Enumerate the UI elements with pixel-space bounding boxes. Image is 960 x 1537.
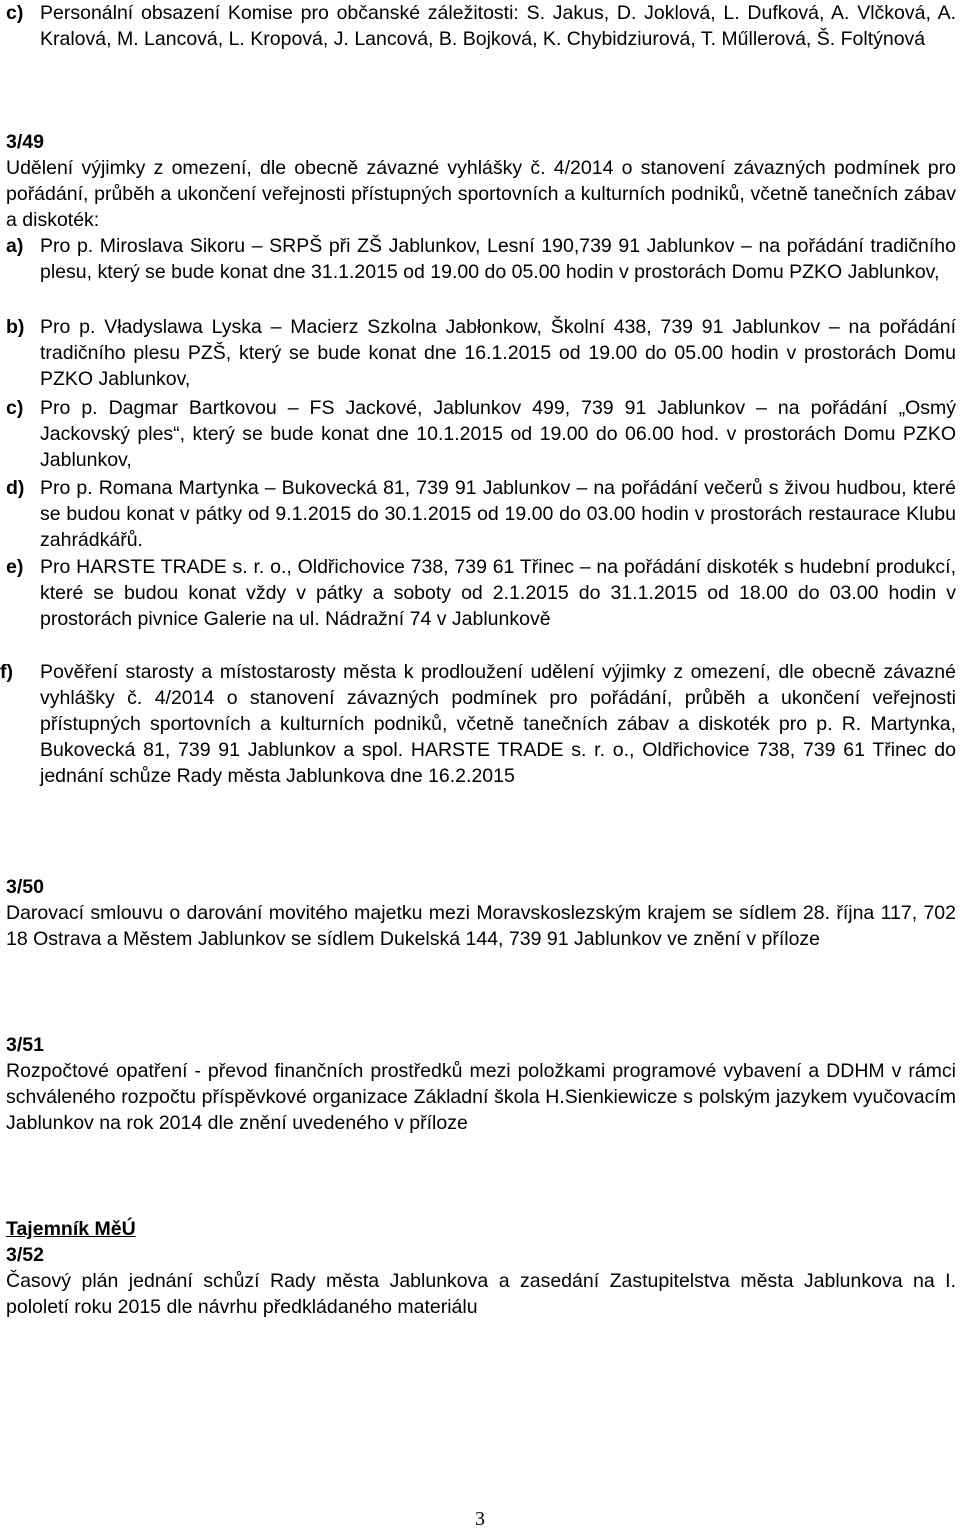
section-text: Rozpočtové opatření - převod finančních prostředků mezi položkami programové vybavení a DDHM v rámci schváleného rozpočtu příspěvkové organizace Základní škola H.Sienkiewicze s polským jazykem vyučovacím Jablunkov na rok 2014 dle znění uvedeného v příloze <box>6 1060 956 1134</box>
item-label: c) <box>6 397 24 419</box>
item-text: Pro p. Miroslava Sikoru – SRPŠ při ZŠ Jablunkov, Lesní 190,739 91 Jablunkov – na pořádání tradičního plesu, který se bude konat dne 31.1.2015 od 19.00 do 05.00 hodin v prostorách Domu PZKO Jablunkov, <box>40 235 956 283</box>
item-text: Pověření starosty a místostarosty města k prodloužení udělení výjimky z omezení, dle obecně závazné vyhlášky č. 4/2014 o stanovení závazných podmínek pro pořádání, průběh a ukončení veřejnosti přístupných sportovních a kulturních podniků, včetně tanečních zábav a diskoték pro p. R. Martynka, Bukovecká 81, 739 91 Jablunkov a spol. HARSTE TRADE s. r. o., Oldřichovice 738, 739 61 Třinec do jednání schůze Rady města Jablunkova dne 16.2.2015 <box>40 661 956 787</box>
item-c-commission <box>6 0 956 52</box>
heading-tajemnik: Tajemník MěÚ <box>6 1218 136 1240</box>
section-number: 3/49 <box>6 131 44 153</box>
item-a <box>6 233 956 285</box>
item-label: c) <box>6 2 24 24</box>
section-3-50 <box>6 874 956 952</box>
section-number: 3/51 <box>6 1034 44 1056</box>
item-text: Pro HARSTE TRADE s. r. o., Oldřichovice 738, 739 61 Třinec – na pořádání diskoték s hudební produkcí, které se budou konat vždy v pátky a soboty od 2.1.2015 do 31.1.2015 od 18.00 do 03.00 hodin v prostorách pivnice Galerie na ul. Nádražní 74 v Jablunkově <box>40 556 956 630</box>
item-b <box>6 314 956 392</box>
section-3-49 <box>6 129 956 233</box>
item-e <box>6 554 956 632</box>
item-label: a) <box>6 235 24 257</box>
section-text: Darovací smlouvu o darování movitého majetku mezi Moravskoslezským krajem se sídlem 28. října 117, 702 18 Ostrava a Městem Jablunkov se sídlem Dukelská 144, 739 91 Jablunkov ve znění v příloze <box>6 902 956 950</box>
item-label: f) <box>0 661 13 683</box>
section-3-51 <box>6 1032 956 1136</box>
section-tajemnik <box>6 1216 956 1320</box>
item-f <box>0 659 956 789</box>
item-text: Pro p. Vładyslawa Lyska – Macierz Szkolna Jabłonkow, Školní 438, 739 91 Jablunkov – na pořádání tradičního plesu PZŠ, který se bude konat dne 16.1.2015 od 19.00 do 05.00 hodin v prostorách Domu PZKO Jablunkov, <box>40 316 956 390</box>
page-number: 3 <box>475 1508 485 1530</box>
item-text: Personální obsazení Komise pro občanské záležitosti: S. Jakus, D. Joklová, L. Dufková, A. Vlčková, A. Kralová, M. Lancová, L. Kropová, J. Lancová, B. Bojková, K. Chybidziurová, T. Műllerová, Š. Foltýnová <box>40 2 956 50</box>
item-text: Pro p. Dagmar Bartkovou – FS Jackové, Jablunkov 499, 739 91 Jablunkov – na pořádání „Osmý Jackovský ples“, který se bude konat dne 10.1.2015 od 19.00 do 06.00 hod. v prostorách Domu PZKO Jablunkov, <box>40 397 956 471</box>
item-text: Pro p. Romana Martynka – Bukovecká 81, 739 91 Jablunkov – na pořádání večerů s živou hudbou, které se budou konat v pátky od 9.1.2015 do 30.1.2015 od 19.00 do 03.00 hodin v prostorách restaurace Klubu zahrádkářů. <box>40 477 956 551</box>
section-text: Udělení výjimky z omezení, dle obecně závazné vyhlášky č. 4/2014 o stanovení závazných podmínek pro pořádání, průběh a ukončení veřejnosti přístupných sportovních a kulturních podniků, včetně tanečních zábav a diskoték: <box>6 157 956 231</box>
item-d <box>6 475 956 553</box>
item-label: b) <box>6 316 25 338</box>
item-c <box>6 395 956 473</box>
item-label: e) <box>6 556 24 578</box>
section-number: 3/52 <box>6 1244 44 1266</box>
item-label: d) <box>6 477 25 499</box>
section-number: 3/50 <box>6 876 44 898</box>
section-text: Časový plán jednání schůzí Rady města Jablunkova a zasedání Zastupitelstva města Jablunkova na I. pololetí roku 2015 dle návrhu předkládaného materiálu <box>6 1270 956 1318</box>
